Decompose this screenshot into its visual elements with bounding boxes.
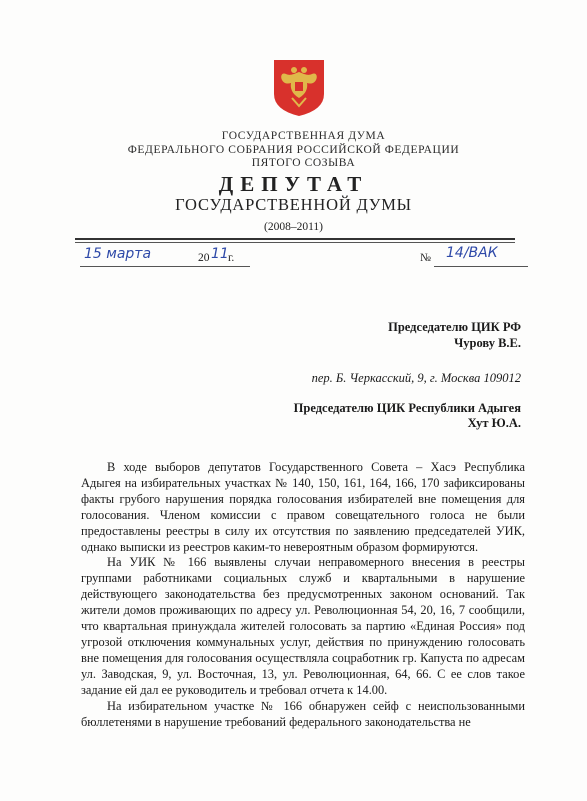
letterhead-years: (2008–2011) [264, 221, 323, 233]
letterhead-title: ДЕПУТАТ [218, 172, 369, 196]
coat-of-arms-icon [272, 58, 326, 118]
letter-body [81, 460, 525, 730]
header-divider-thin [75, 242, 515, 243]
date-field [80, 248, 260, 270]
addressee-1-name: Чурову В.Е. [454, 336, 521, 350]
addressee-2-title: Председателю ЦИК Республики Адыгея [293, 401, 521, 415]
date-year-prefix: 20 [198, 252, 210, 264]
header-convocation: ПЯТОГО СОЗЫВА [251, 157, 356, 169]
date-handwritten: 15 марта [84, 246, 152, 262]
addressee-1-address: пер. Б. Черкасский, 9, г. Москва 109012 [311, 371, 521, 385]
date-year-handwritten: 11 [211, 246, 229, 262]
paragraph-1: В ходе выборов депутатов Государственного Совета – Хасэ Республика Адыгея на избирательных участках № 140, 150, 161, 164, 166, 170 зафиксированы факты грубого нарушения порядка голосования избирателей вне помещения для голосования. Членом комиссии с правом совещательного голоса не были предоставлены реестры в силу их отсутствия по заявлению председателей УИК, однако выписки из реестров каким-то невероятным образом формируются. [81, 460, 525, 554]
header-organization: ГОСУДАРСТВЕННАЯ ДУМА [221, 130, 386, 142]
paragraph-2: На УИК № 166 выявлены случаи неправомерного внесения в реестры группами работниками социальных служб и квартальными в нарушение действующего законодательства без предусмотренных законом оснований. Так жители домов проживающих по адресу ул. Революционная 54, 20, 16, 7 сообщили, что квартальная принуждала жителей голосовать за партию «Единая Россия» под угрозой отключения коммунальных услуг, действия по принуждению голосовать вне помещения для голосования осуществляла соцработник гр. Капуста по адресам ул. Заводская, 9, ул. Восточная, 13, ул. Революционная, 64, 66. С ее слов такое задание ей дал ее руководитель и требовал отчета к 14.00. [81, 555, 525, 697]
paragraph-3: На избирательном участке № 166 обнаружен сейф с неиспользованными бюллетенями в нарушение требований федерального законодательства не [81, 698, 525, 729]
addressee-1-title: Председателю ЦИК РФ [388, 320, 521, 334]
date-underline [80, 266, 250, 267]
number-handwritten: 14/ВАК [446, 245, 498, 261]
letterhead-subtitle: ГОСУДАРСТВЕННОЙ ДУМЫ [175, 195, 412, 214]
addressee-2-name: Хут Ю.А. [467, 416, 521, 430]
header-assembly: ФЕДЕРАЛЬНОГО СОБРАНИЯ РОССИЙСКОЙ ФЕДЕРАЦИИ [127, 144, 460, 156]
number-underline [434, 266, 528, 267]
number-sign: № [420, 252, 431, 264]
header-divider [75, 238, 515, 240]
number-field [420, 245, 530, 270]
date-suffix: г. [228, 252, 235, 264]
